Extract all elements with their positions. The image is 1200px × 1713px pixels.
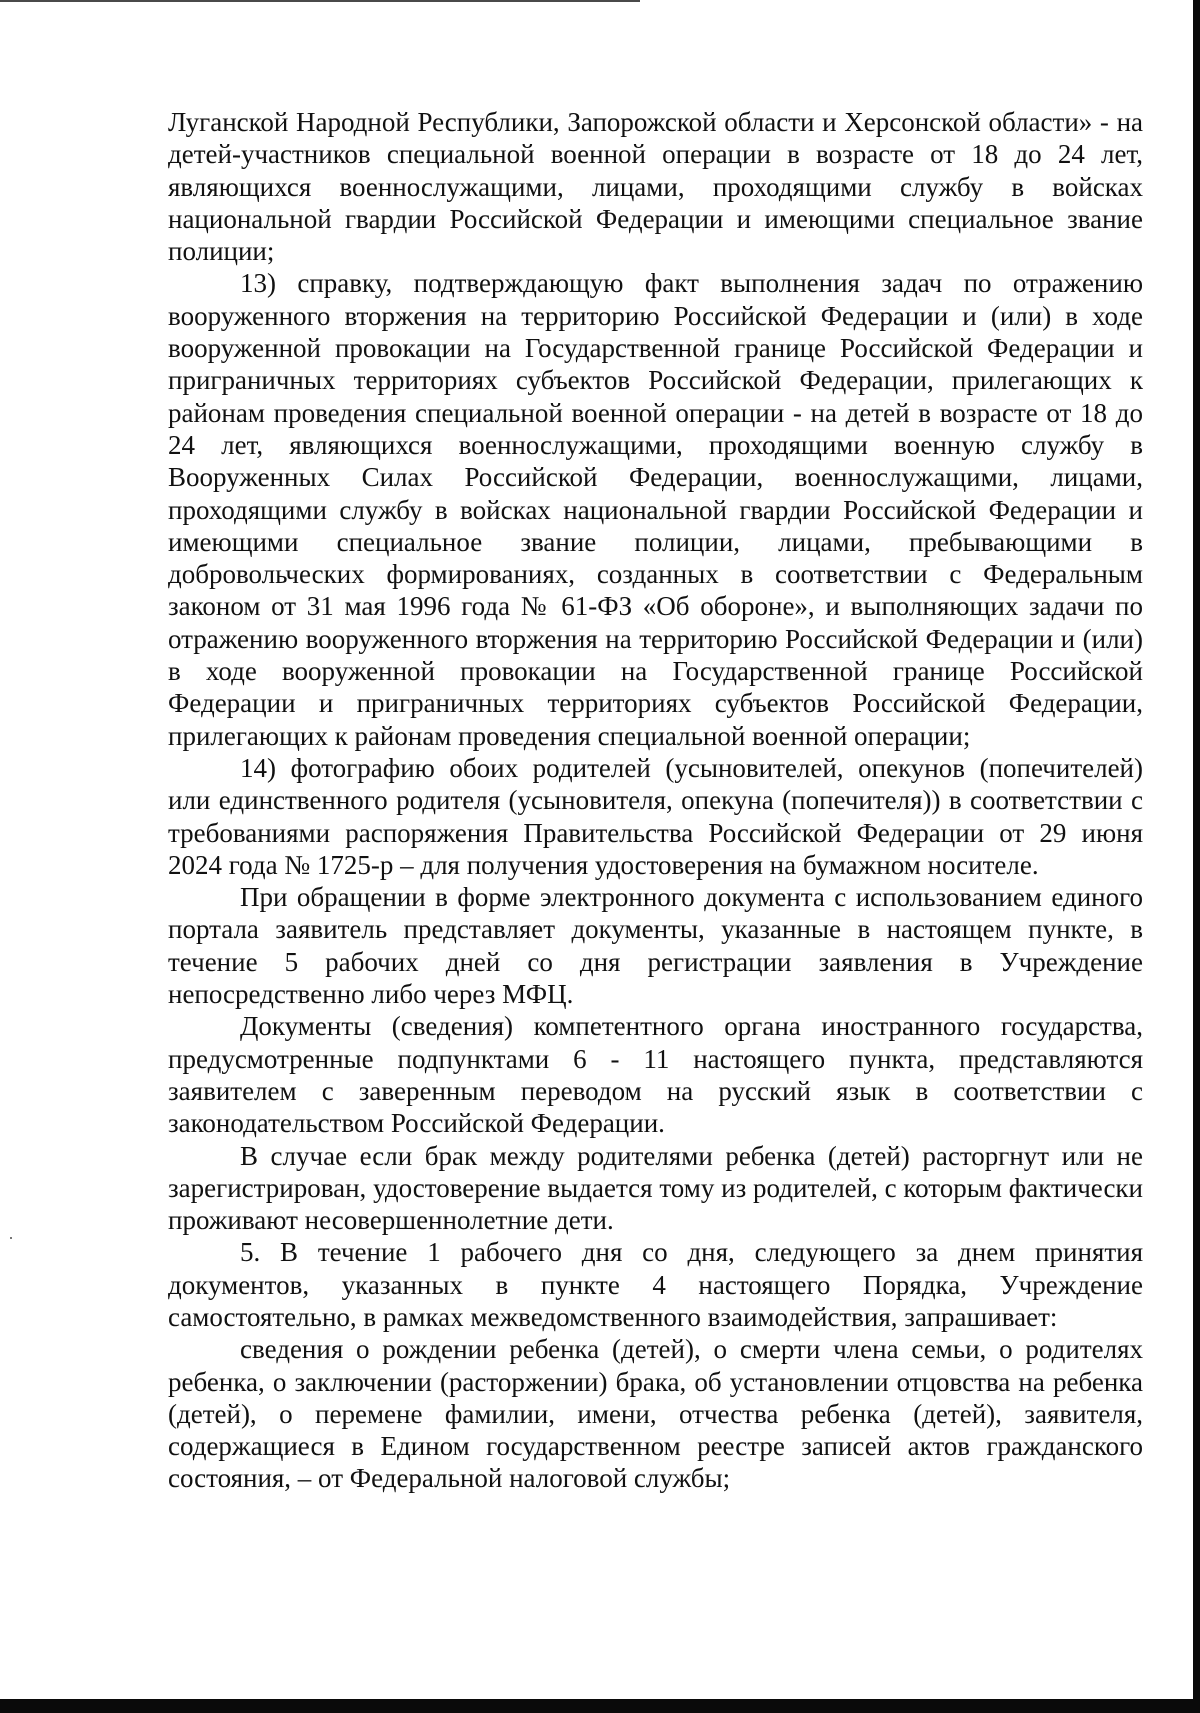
scan-right-edge [1193,0,1200,1713]
document-body [168,106,1143,1495]
paragraph-item-5: 5. В течение 1 рабочего дня со дня, следующего за днем принятия документов, указанных в пункте 4 настоящего Порядка, Учреждение самостоятельно, в рамках межведомственного взаимодействия, запрашивает: [168,1237,1143,1332]
paragraph-item-13: 13) справку, подтверждающую факт выполнения задач по отражению вооруженного вторжения на территорию Российской Федерации и (или) в ходе вооруженной провокации на Государственной границе Российской Федерации и приграничных территориях субъектов Российской Федерации, прилегающих к районам проведения специальной военной операции - на детей в возрасте от 18 до 24 лет, являющихся военнослужащими, проходящими военную службу в Вооруженных Силах Российской Федерации, военнослужащими, лицами, проходящими службу в войсках национальной гвардии Российской Федерации и имеющими специальное звание полиции, лицами, пребывающими в добровольческих формированиях, созданных в соответствии с Федеральным законом от 31 мая 1996 года № 61-ФЗ «Об обороне», и выполняющих задачи по отражению вооруженного вторжения на территорию Российской Федерации и (или) в ходе вооруженной провокации на Государственной границе Российской Федерации и приграничных территориях субъектов Российской Федерации, прилегающих к районам проведения специальной военной операции; [168,268,1143,751]
paragraph-divorce: В случае если брак между родителями ребенка (детей) расторгнут или не зарегистрирован, удостоверение выдается тому из родителей, с которым фактически проживают несовершеннолетние дети. [168,1140,1143,1236]
paragraph-electronic-submission: При обращении в форме электронного документа с использованием единого портала заявитель представляет документы, указанные в настоящем пункте, в течение 5 рабочих дней со дня регистрации заявления в Учреждение непосредственно либо через МФЦ. [168,882,1143,1010]
scan-bottom-edge [0,1699,1200,1713]
scan-top-edge [0,0,640,2]
paragraph-continuation: Луганской Народной Республики, Запорожской области и Херсонской области» - на детей-участников специальной военной операции в возрасте от 18 до 24 лет, являющихся военнослужащими, лицами, проходящими службу в войсках национальной гвардии Российской Федерации и имеющими специальное звание полиции; [168,107,1143,267]
paragraph-item-14: 14) фотографию обоих родителей (усыновителей, опекунов (попечителей) или единственного родителя (усыновителя, опекуна (попечителя)) в соответствии с требованиями распоряжения Правительства Российской Федерации от 29 июня 2024 года № 1725-р – для получения удостоверения на бумажном носителе. [168,752,1143,880]
paragraph-foreign-documents: Документы (сведения) компетентного органа иностранного государства, предусмотренные подпунктами 6 - 11 настоящего пункта, представляются заявителем с заверенным переводом на русский язык в соответствии с законодательством Российской Федерации. [168,1011,1143,1139]
paragraph-birth-info: сведения о рождении ребенка (детей), о смерти члена семьи, о родителях ребенка, о заключении (расторжении) брака, об установлении отцовства на ребенка (детей), о перемене фамилии, имени, отчества ребенка (детей), заявителя, содержащиеся в Едином государственном реестре записей актов гражданского состояния, – от Федеральной налоговой службы; [168,1334,1143,1494]
scan-artifact [10,1237,12,1239]
